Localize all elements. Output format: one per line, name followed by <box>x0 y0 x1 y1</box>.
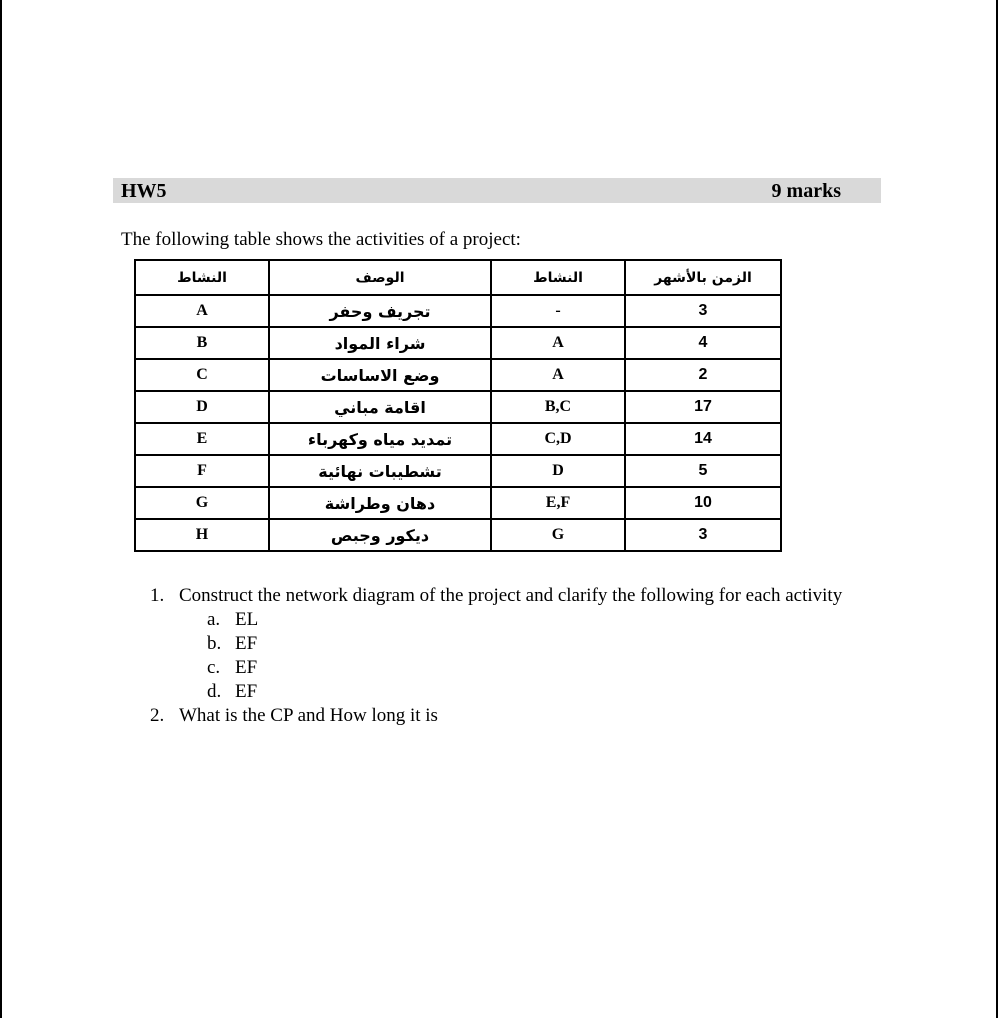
sub-question-c <box>207 656 870 680</box>
predecessor-cell: G <box>491 519 625 551</box>
sub-question-text: EF <box>235 657 258 678</box>
duration-cell: 2 <box>625 359 781 391</box>
activity-cell: B <box>135 327 269 359</box>
predecessor-cell: B,C <box>491 391 625 423</box>
sub-question-letter: d. <box>207 681 222 702</box>
duration-cell: 4 <box>625 327 781 359</box>
duration-cell: 14 <box>625 423 781 455</box>
sub-question-a <box>207 608 870 632</box>
header-description: الوصف <box>269 260 491 295</box>
duration-cell: 10 <box>625 487 781 519</box>
table-row <box>135 295 781 327</box>
predecessor-cell: A <box>491 359 625 391</box>
predecessor-cell: D <box>491 455 625 487</box>
table-header-row <box>135 260 781 295</box>
activity-cell: F <box>135 455 269 487</box>
description-cell: ديكور وجبص <box>269 519 491 551</box>
table-row <box>135 359 781 391</box>
intro-text: The following table shows the activities of a project: <box>121 229 521 250</box>
duration-cell: 5 <box>625 455 781 487</box>
description-cell: شراء المواد <box>269 327 491 359</box>
header-activity: النشاط <box>135 260 269 295</box>
marks-label: 9 marks <box>771 180 841 202</box>
activity-cell: H <box>135 519 269 551</box>
sub-question-letter: a. <box>207 609 221 630</box>
header-predecessor: النشاط <box>491 260 625 295</box>
table-row <box>135 423 781 455</box>
question-number: 2. <box>150 705 165 726</box>
description-cell: تشطيبات نهائية <box>269 455 491 487</box>
sub-question-d <box>207 680 870 704</box>
question-2 <box>150 704 870 728</box>
sub-question-text: EF <box>235 681 258 702</box>
question-text: What is the CP and How long it is <box>179 705 438 726</box>
duration-cell: 3 <box>625 519 781 551</box>
header-duration: الزمن بالأشهر <box>625 260 781 295</box>
table-row <box>135 391 781 423</box>
activities-table <box>134 259 782 552</box>
activity-cell: G <box>135 487 269 519</box>
sub-question-b <box>207 632 870 656</box>
description-cell: تمديد مياه وكهرباء <box>269 423 491 455</box>
activity-cell: E <box>135 423 269 455</box>
predecessor-cell: - <box>491 295 625 327</box>
predecessor-cell: A <box>491 327 625 359</box>
activity-cell: A <box>135 295 269 327</box>
question-1 <box>150 584 870 608</box>
activity-cell: C <box>135 359 269 391</box>
description-cell: تجريف وحفر <box>269 295 491 327</box>
table-row <box>135 455 781 487</box>
description-cell: وضع الاساسات <box>269 359 491 391</box>
predecessor-cell: E,F <box>491 487 625 519</box>
duration-cell: 3 <box>625 295 781 327</box>
question-number: 1. <box>150 585 165 606</box>
duration-cell: 17 <box>625 391 781 423</box>
description-cell: اقامة مباني <box>269 391 491 423</box>
assignment-header <box>113 178 881 203</box>
description-cell: دهان وطراشة <box>269 487 491 519</box>
questions-list <box>150 584 870 728</box>
question-text: Construct the network diagram of the project and clarify the following for each activity <box>179 585 843 606</box>
sub-question-letter: c. <box>207 657 221 678</box>
activity-cell: D <box>135 391 269 423</box>
sub-questions <box>207 608 870 704</box>
sub-question-text: EL <box>235 609 259 630</box>
predecessor-cell: C,D <box>491 423 625 455</box>
sub-question-letter: b. <box>207 633 222 654</box>
table-row <box>135 327 781 359</box>
sub-question-text: EF <box>235 633 258 654</box>
table-row <box>135 487 781 519</box>
assignment-title: HW5 <box>121 180 167 202</box>
table-row <box>135 519 781 551</box>
